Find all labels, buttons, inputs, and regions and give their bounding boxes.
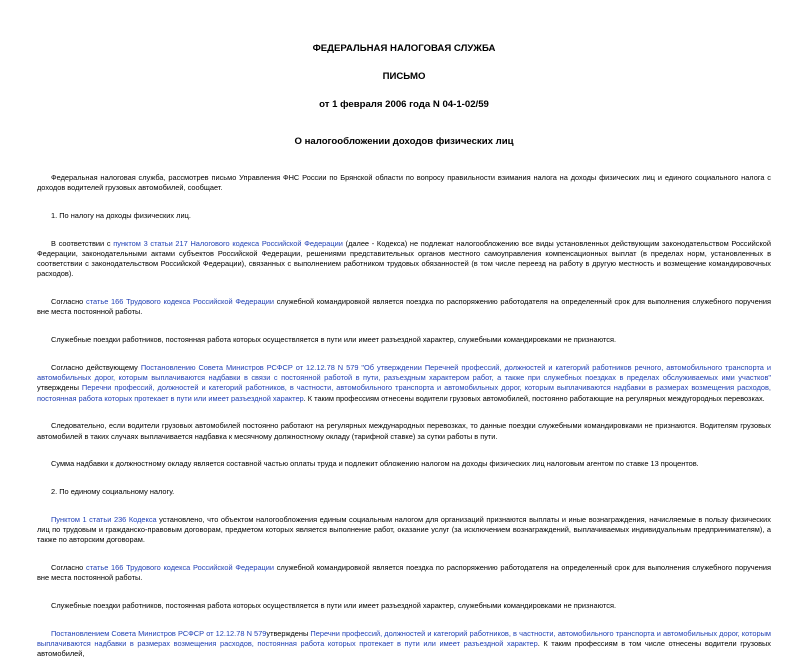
text-run: утверждены	[266, 629, 311, 638]
paragraph	[37, 363, 771, 404]
text-run: установлено, что объектом налогообложения единым социальным налогом для организаций признаются выплаты и иные вознаграждения, начисляемые в пользу физических лиц по трудовым и гражданско-правовым договорам, предметом которых является выполнение работ, оказание услуг (за исключением вознаграждений, выплачиваемых индивидуальным предпринимателям), а также по авторским договорам.	[37, 515, 771, 545]
text-run: Согласно	[51, 563, 87, 573]
law-link[interactable]: статье 166 Трудового кодекса Российской Федерации	[86, 297, 275, 307]
text-run: Согласно действующему	[51, 363, 141, 372]
paragraph	[37, 211, 771, 221]
text-run: утверждены	[37, 383, 82, 393]
text-run: 1. По налогу на доходы физических лиц.	[51, 211, 191, 220]
text-run: Служебные поездки работников, постоянная работа которых осуществляется в пути или имеет разъездной характер, служебными командировками не признаются.	[51, 335, 617, 345]
paragraph	[37, 487, 771, 497]
subject-heading: О налогообложении доходов физических лиц	[294, 136, 514, 147]
text-run: Федеральная налоговая служба, рассмотрев письмо Управления ФНС России по Брянской области по вопросу правильности взимания налога на доходы физических лиц и единого социального налога с доходов водителей грузовых автомобилей, сообщает.	[37, 173, 771, 193]
paragraph	[37, 629, 771, 660]
paragraph	[37, 601, 771, 611]
text-run: Следовательно, если водители грузовых автомобилей постоянно работают на регулярных международных перевозках, то данные поездки служебными командировками не признаются. Водителям грузовых автомобилей в таких случаях выплачивается надбавка к месячному должностному окладу (тарифной ставке) за сутки работы в пути.	[37, 421, 771, 441]
document-body	[37, 173, 771, 660]
law-link[interactable]: Перечни профессий, должностей и категорий работников, в частности, автомобильного транспорта и автомобильных дорог, которым выплачиваются надбавки в размерах возмещения расходов, постоянная работа которых протекает в пути или имеет разъездной характер	[37, 383, 771, 403]
text-run: Служебные поездки работников, постоянная работа которых осуществляется в пути или имеет разъездной характер, служебными командировками не признаются.	[51, 601, 617, 611]
law-link[interactable]: пунктом 3 статьи 217 Налогового кодекса Российской Федерации	[113, 238, 343, 248]
text-run: Согласно	[51, 297, 87, 307]
paragraph	[37, 515, 771, 546]
text-run: . К таким профессиям отнесены водители грузовых автомобилей, постоянно работающие на регулярных междугородных перевозках.	[303, 393, 765, 403]
paragraph	[37, 459, 771, 469]
agency-heading: ФЕДЕРАЛЬНАЯ НАЛОГОВАЯ СЛУЖБА	[312, 43, 496, 54]
law-link[interactable]: Пунктом 1 статьи 236 Кодекса	[51, 515, 157, 524]
law-link[interactable]: статье 166 Трудового кодекса Российской Федерации	[86, 563, 275, 573]
text-run: (далее - Кодекса) не подлежат налогообложению все виды установленных действующим законодательством Российской Федерации, законодательными актами субъектов Российской Федерации, решениями представительных органов местного самоуправления компенсационных выплат (в пределах норм, установленных в соответствии с законодательством Российской Федерации), связанных с выполнением работником трудовых обязанностей (в том числе переезд на работу в другую местность и возмещение командировочных расходов).	[37, 238, 772, 279]
law-link[interactable]: Постановлением Совета Министров РСФСР от 12.12.78 N 579	[51, 629, 267, 638]
text-run: служебной командировкой является поездка по распоряжению работодателя на определенный срок для выполнения служебного поручения вне места постоянной работы.	[37, 563, 771, 583]
paragraph	[37, 297, 771, 317]
date-number-heading: от 1 февраля 2006 года N 04-1-02/59	[319, 99, 489, 110]
text-run: . К таким профессиям в том числе отнесены водители грузовых автомобилей,	[37, 639, 771, 659]
text-run: Сумма надбавки к должностному окладу является составной частью оплаты труда и подлежит обложению налогом на доходы физических лиц налоговым агентом по ставке 13 процентов.	[51, 459, 699, 469]
law-link[interactable]: Перечни профессий, должностей и категорий работников, в частности, автомобильного транспорта и автомобильных дорог, которым выплачиваются надбавки в размерах возмещения расходов, постоянная работа которых протекает в пути или имеет разъездной характер	[37, 629, 771, 649]
document-type-heading: ПИСЬМО	[382, 71, 426, 82]
text-run: В соответствии с	[51, 238, 114, 248]
paragraph	[37, 173, 771, 193]
law-link[interactable]: Постановлению Совета Министров РСФСР от 12.12.78 N 579 "Об утверждении Перечней профессий, должностей и категорий работников речного, автомобильного транспорта и автомобильных дорог, которым выплачиваются надбавки в связи с постоянной работой в пути, разъездным характером работ, а также при служебных поездках в пределах обслуживаемых ими участков"	[37, 363, 771, 383]
paragraph	[37, 335, 771, 345]
paragraph	[37, 239, 771, 280]
paragraph	[37, 563, 771, 583]
text-run: 2. По единому социальному налогу.	[51, 487, 175, 497]
text-run: служебной командировкой является поездка по распоряжению работодателя на определенный срок для выполнения служебного поручения вне места постоянной работы.	[37, 297, 771, 317]
paragraph	[37, 421, 771, 441]
